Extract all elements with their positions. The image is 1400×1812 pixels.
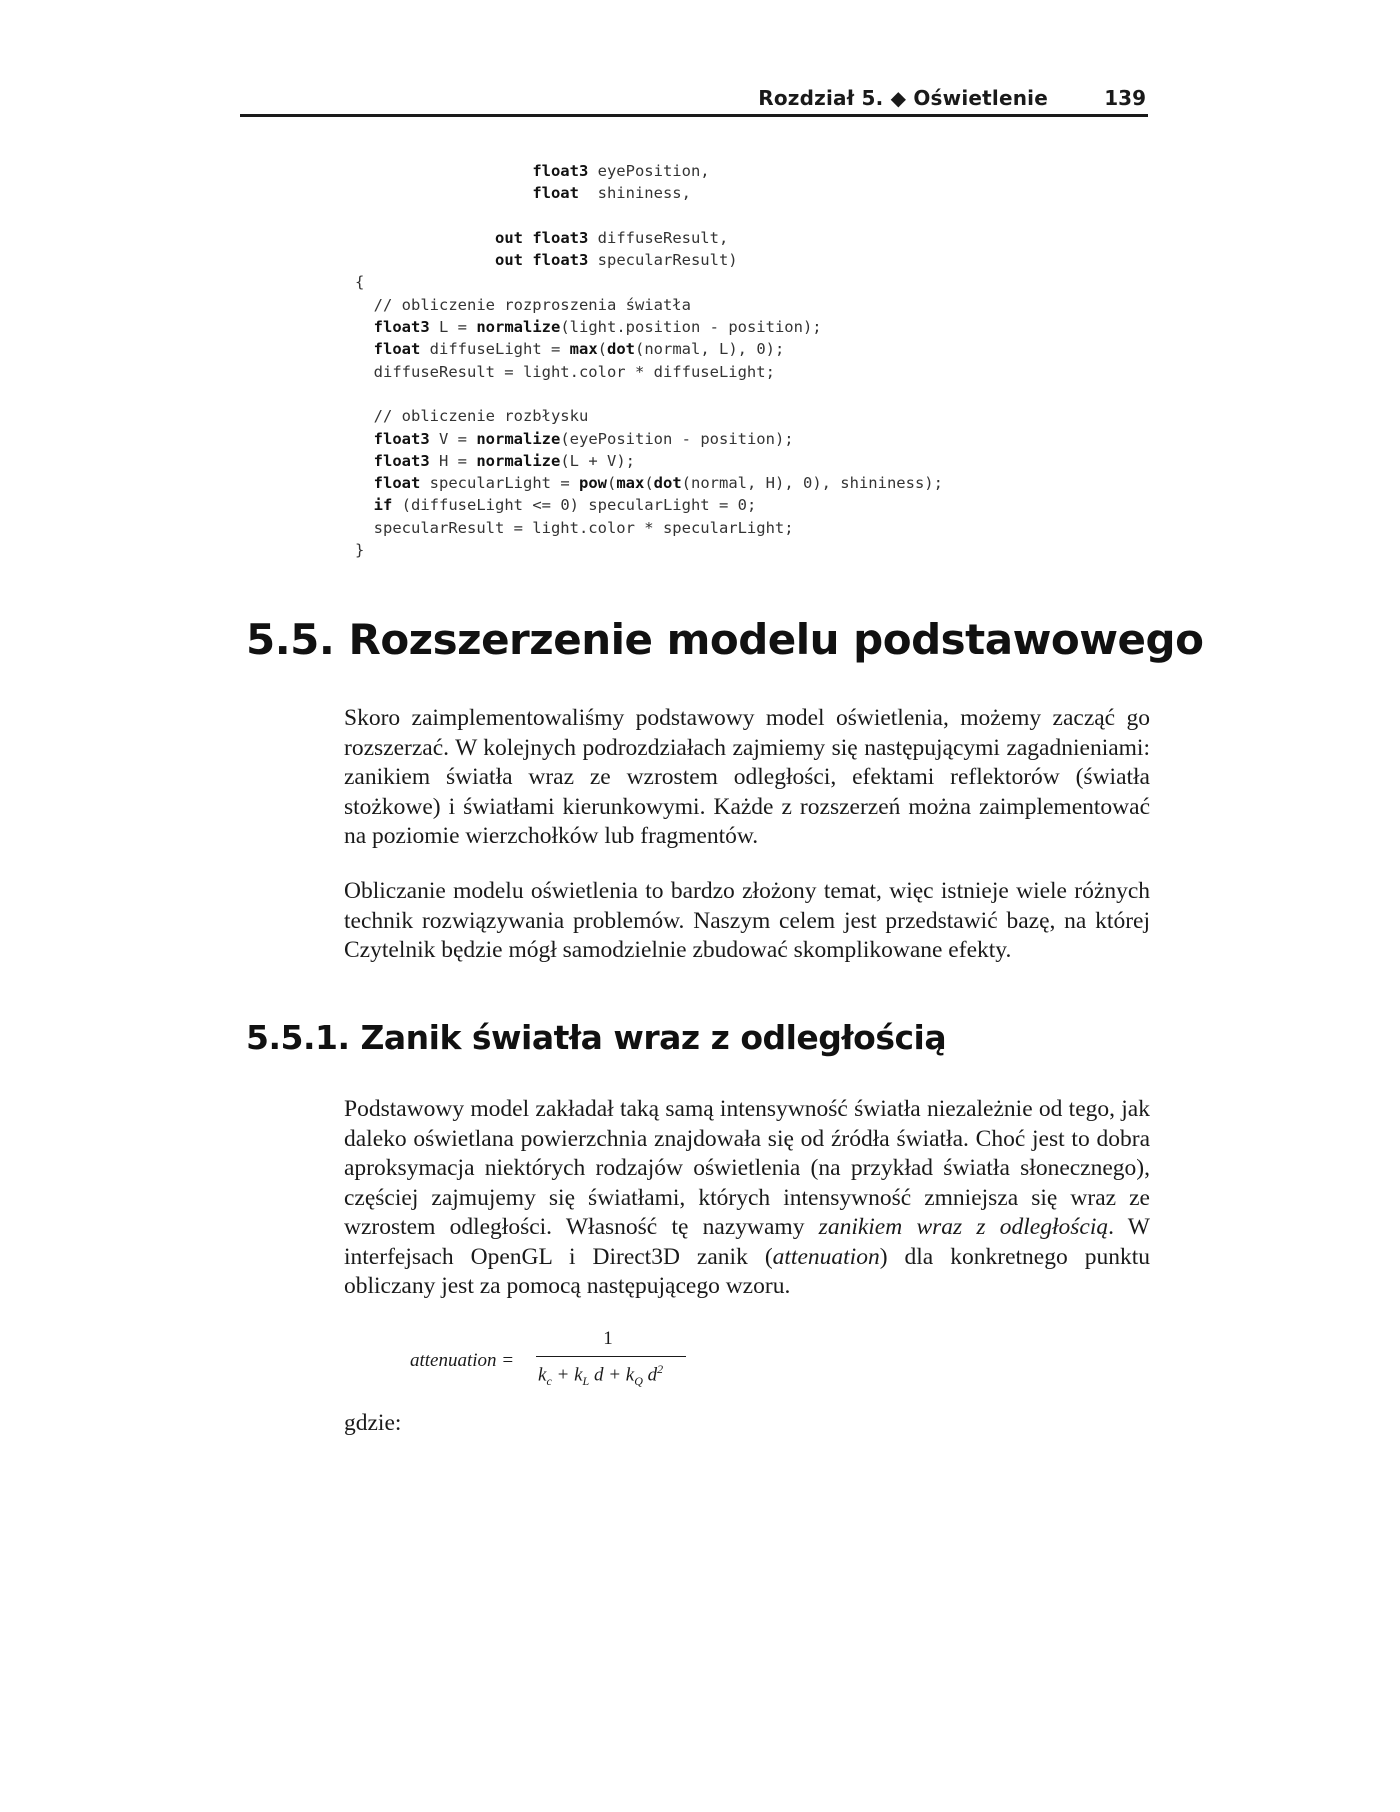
code-line: diffuseResult = light.color * diffuseLight; — [355, 362, 775, 381]
term-attenuation-pl: zanikiem wraz z odległością — [818, 1214, 1109, 1240]
code-line: float3 V = normalize(eyePosition - position); — [373, 429, 794, 448]
term-attenuation-en: attenuation — [772, 1243, 880, 1270]
formula-numerator: 1 — [603, 1328, 613, 1349]
formula-lhs: attenuation = — [410, 1350, 515, 1371]
code-line: float shininess, — [532, 184, 691, 203]
section-heading: 5.5. Rozszerzenie modelu podstawowego — [246, 615, 1204, 664]
code-line: specularResult = light.color * specularLight; — [355, 518, 794, 537]
code-line: out float3 specularResult) — [494, 251, 738, 270]
where-label: gdzie: — [344, 1410, 402, 1436]
section-paragraph-2: Obliczanie modelu oświetlenia to bardzo złożony temat, więc istnieje wiele różnych technik rozwiązywania problemów. Naszym celem jest przedstawić bazę, na której Czytelnik będzie mógł samodzielnie zbudować skomplikowane efekty. — [344, 878, 1150, 963]
code-line: float diffuseLight = max(dot(normal, L), 0); — [373, 340, 785, 359]
code-listing — [355, 160, 943, 561]
page-header — [240, 84, 1148, 117]
running-head: Rozdział 5. ◆ Oświetlenie — [758, 86, 1048, 110]
paragraph-text-2: . W interfejsach OpenGL i Direct3D zanik ( — [344, 1214, 1150, 1270]
code-line: float3 H = normalize(L + V); — [373, 451, 635, 470]
fraction-bar — [536, 1356, 686, 1357]
subsection-paragraph — [344, 1095, 1150, 1302]
code-line: // obliczenie rozbłysku — [355, 407, 589, 426]
code-line: float specularLight = pow(max(dot(normal, H), 0), shininess); — [373, 474, 943, 493]
page-number: 139 — [1104, 86, 1146, 110]
paragraph-text-3: ) dla konkretnego punktu obliczany jest za pomocą następującego wzoru. — [344, 1243, 1150, 1299]
formula-denominator: $k_c + k_L$ $d + k_Q$ $d^2$ — [538, 1362, 664, 1389]
code-line — [355, 205, 943, 227]
code-line: if (diffuseLight <= 0) specularLight = 0; — [373, 496, 757, 515]
code-line — [355, 383, 943, 405]
code-line: float3 L = normalize(light.position - position); — [373, 318, 822, 337]
section-paragraph-1: Skoro zaimplementowaliśmy podstawowy model oświetlenia, możemy zacząć go rozszerzać. W kolejnych podrozdziałach zajmiemy się następującymi zagadnieniami: zanikiem światła wraz ze wzrostem odległości, efektami reflektorów (światła stożkowe) i światłami kierunkowymi. Każde z rozszerzeń można zaimplementować na poziomie wierzchołków lub fragmentów. — [344, 705, 1150, 849]
code-line: } — [355, 541, 365, 560]
code-line: out float3 diffuseResult, — [494, 228, 729, 247]
code-line: { — [355, 273, 365, 292]
paragraph-text-1: Podstawowy model zakładał taką samą intensywność światła niezależnie od tego, jak daleko oświetlana powierzchnia znajdowała się od źródła światła. Choć jest to dobra aproksymacja niektórych rodzajów oświetlenia (na przykład światła słonecznego), częściej zajmujemy się światłami, których intensywność zmniejsza się wraz ze wzrostem odległości. Własność tę nazywamy — [344, 1096, 1150, 1240]
code-line: // obliczenie rozproszenia światła — [355, 295, 691, 314]
code-line: float3 eyePosition, — [532, 162, 710, 180]
subsection-heading: 5.5.1. Zanik światła wraz z odległością — [246, 1018, 947, 1057]
